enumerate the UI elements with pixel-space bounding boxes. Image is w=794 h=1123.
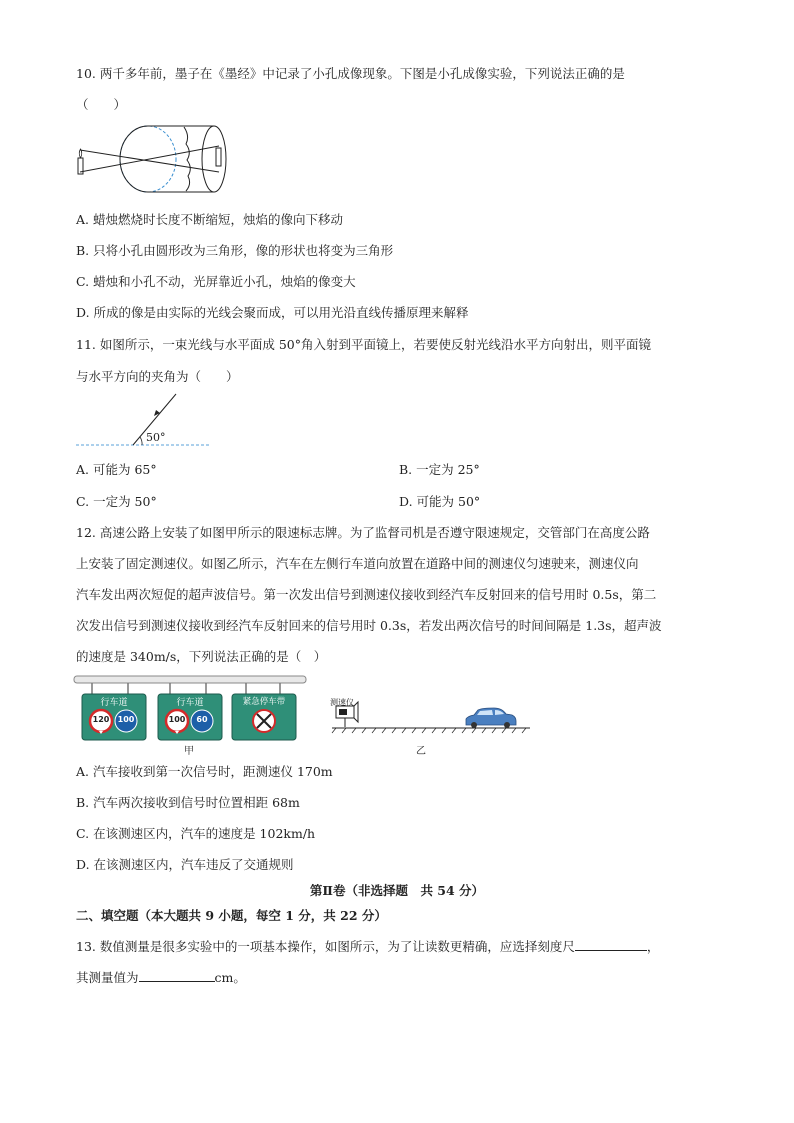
q12-stem-line5: 的速度是 340m/s，下列说法正确的是（ ）: [76, 649, 327, 664]
q12-stem-line3: 汽车发出两次短促的超声波信号。第一次发出信号到测速仪接收到经汽车反射回来的信号用时 0.5s，第二: [76, 587, 657, 602]
q12-option-a: A. 汽车接收到第一次信号时，距测速仪 170m: [76, 764, 333, 779]
q13-line2-unit: cm。: [214, 970, 246, 985]
q12-option-d: D. 在该测速区内，汽车违反了交通规则: [76, 857, 294, 872]
road-speed-detector-figure: [326, 692, 536, 737]
speed-limit-signs-figure: [74, 674, 306, 746]
car-icon: [466, 708, 516, 728]
q10-option-d: D. 所成的像是由实际的光线会聚而成，可以用光沿直线传播原理来解释: [76, 305, 469, 320]
sign-1-title: 行车道: [100, 698, 128, 708]
section2-title: 第Ⅱ卷（非选择题 共 54 分）: [309, 883, 485, 898]
q13-line1: [76, 937, 659, 955]
q11-stem-line2: 与水平方向的夹角为（ ）: [76, 369, 239, 384]
q12-option-b: B. 汽车两次接收到信号时位置相距 68m: [76, 795, 300, 810]
figure-jia-label: 甲: [184, 746, 194, 757]
pinhole-camera-figure: [74, 124, 234, 194]
q11-option-b: B. 一定为 25°: [399, 462, 480, 477]
q12-stem-line1: 12. 高速公路上安装了如图甲所示的限速标志牌。为了监督司机是否遵守限速规定，交管部门在高度公路: [76, 525, 650, 540]
q10-stem-line2: （ ）: [76, 97, 127, 112]
q12-option-c: C. 在该测速区内，汽车的速度是 102km/h: [76, 826, 316, 841]
sign-2-right-num: 60: [196, 715, 208, 724]
q10-option-b: B. 只将小孔由圆形改为三角形，像的形状也将变为三角形: [76, 243, 394, 258]
q13-answer-blank-2[interactable]: [139, 969, 215, 982]
sign-3-title: 紧急停车带: [242, 697, 286, 707]
q12-stem-line2: 上安装了固定测速仪。如图乙所示，汽车在左侧行车道向放置在道路中间的测速仪匀速驶来，测速仪向: [76, 556, 639, 571]
q11-option-d: D. 可能为 50°: [399, 494, 481, 509]
q13-line1-end: ，: [646, 939, 660, 954]
q11-option-c: C. 一定为 50°: [76, 494, 157, 509]
q13-answer-blank-1[interactable]: [575, 938, 647, 951]
q11-stem-line1: 11. 如图所示，一束光线与水平面成 50°角入射到平面镜上，若要使反射光线沿水平方向射出，则平面镜: [76, 337, 651, 352]
q10-option-a: A. 蜡烛燃烧时长度不断缩短，烛焰的像向下移动: [76, 212, 343, 227]
sign-2-title: 行车道: [176, 698, 204, 708]
q10-stem-line1: 10. 两千多年前，墨子在《墨经》中记录了小孔成像现象。下图是小孔成像实验，下列说法正确的是: [76, 66, 625, 81]
q11-option-a: A. 可能为 65°: [76, 462, 157, 477]
q13-line2-prefix: 其测量值为: [76, 970, 139, 985]
q10-option-c: C. 蜡烛和小孔不动，光屏靠近小孔，烛焰的像变大: [76, 274, 356, 289]
sign-1-right-num: 100: [117, 715, 135, 724]
sign-1-left-num: 120: [92, 715, 110, 724]
speed-detector-label: 测速仪: [330, 698, 354, 707]
q12-stem-line4: 次发出信号到测速仪接收到经汽车反射回来的信号用时 0.3s，若发出两次信号的时间间隔是 1.3s，超声波: [76, 618, 662, 633]
sign-2-left-num: 100: [168, 715, 186, 724]
figure-yi-label: 乙: [416, 746, 426, 757]
q13-line1-text: 13. 数值测量是很多实验中的一项基本操作，如图所示，为了让读数更精确，应选择刻度尺: [76, 939, 575, 954]
q13-line2: [76, 968, 246, 986]
q11-angle-label: 50°: [146, 431, 166, 444]
section2-heading: 二、填空题（本大题共 9 小题，每空 1 分，共 22 分）: [76, 908, 387, 923]
